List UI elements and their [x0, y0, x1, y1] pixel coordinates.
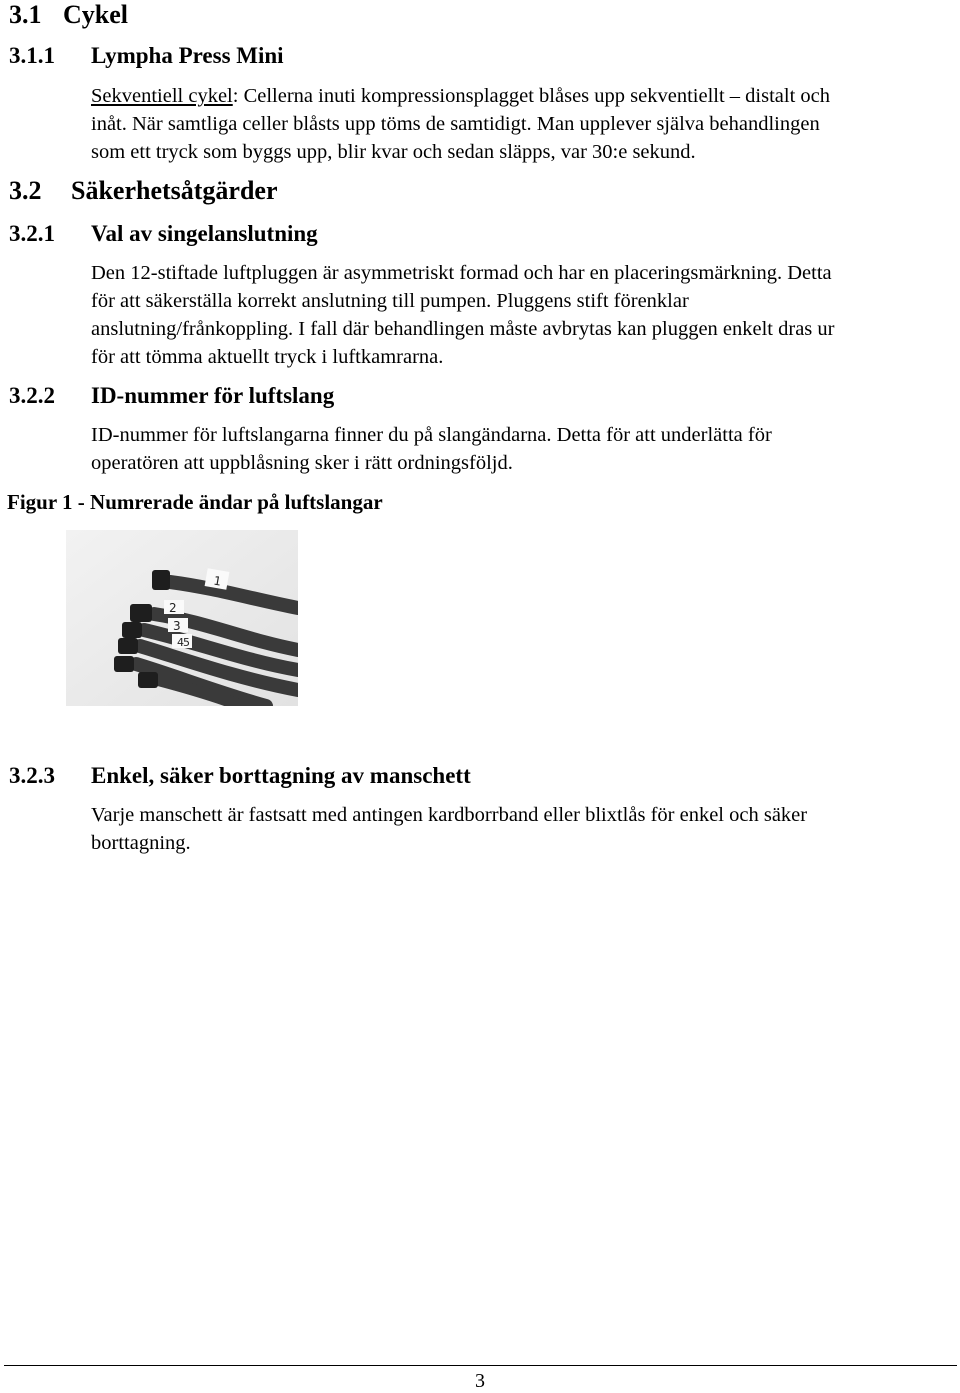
paragraph-line: operatören att uppblåsning sker i rätt ordningsföljd.	[91, 452, 513, 474]
paragraph-id	[91, 421, 772, 477]
term-underlined: Sekventiell cykel	[91, 85, 233, 107]
paragraph-line: för att tömma aktuellt tryck i luftkamrarna.	[91, 346, 444, 368]
paragraph-enkel	[91, 801, 807, 857]
tube-label-4: 4	[177, 636, 184, 649]
tube-label-2: 2	[169, 601, 177, 615]
subsection-number: 3.2.1	[9, 221, 55, 246]
subsection-heading-id	[9, 382, 609, 410]
figure-caption: Figur 1 - Numrerade ändar på luftslangar	[7, 490, 383, 514]
paragraph-line: Den 12-stiftade luftpluggen är asymmetriskt formad och har en placeringsmärkning. Detta	[91, 262, 832, 284]
subsection-title: ID-nummer för luftslang	[91, 383, 335, 408]
page-number: 3	[475, 1370, 485, 1392]
paragraph-line: som ett tryck som byggs upp, blir kvar och sedan släpps, var 30:e sekund.	[91, 141, 696, 163]
subsection-number: 3.2.3	[9, 763, 55, 788]
paragraph-line: Varje manschett är fastsatt med antingen kardborrband eller blixtlås för enkel och säker	[91, 804, 808, 826]
subsection-number: 3.2.2	[9, 383, 55, 408]
subsection-title: Lympha Press Mini	[91, 43, 284, 68]
subsection-title: Val av singelanslutning	[91, 221, 318, 246]
subsection-heading-enkel	[9, 762, 709, 790]
line-rest: : Cellerna inuti kompressionsplagget blåses upp sekventiellt – distalt och	[232, 85, 830, 107]
subsection-number: 3.1.1	[9, 43, 55, 68]
paragraph-line: borttagning.	[91, 832, 191, 854]
footer-divider	[4, 1365, 957, 1366]
tube-label-1: 1	[212, 573, 223, 589]
section-heading-sakerhet	[9, 176, 278, 206]
paragraph-val	[91, 259, 835, 371]
section-number: 3.1	[9, 0, 42, 29]
paragraph-cycle	[91, 82, 830, 166]
paragraph-line	[91, 82, 830, 110]
tube-label-3: 3	[173, 619, 181, 633]
tube-label-5: 5	[183, 636, 190, 649]
subsection-heading-lympha	[9, 42, 509, 70]
paragraph-line: inåt. När samtliga celler blåsts upp töms de samtidigt. Man upplever själva behandlingen	[91, 113, 820, 135]
section-title: Säkerhetsåtgärder	[71, 176, 278, 205]
paragraph-line: ID-nummer för luftslangarna finner du på slangändarna. Detta för att underlätta för	[91, 424, 772, 446]
air-hoses-photo	[66, 530, 298, 706]
section-title: Cykel	[63, 0, 128, 29]
subsection-heading-val	[9, 220, 609, 248]
section-number: 3.2	[9, 176, 42, 205]
paragraph-line: för att säkerställa korrekt anslutning till pumpen. Pluggens stift förenklar	[91, 290, 689, 312]
subsection-title: Enkel, säker borttagning av manschett	[91, 763, 471, 788]
section-heading-cykel	[9, 0, 128, 30]
paragraph-line: anslutning/frånkoppling. I fall där behandlingen måste avbrytas kan pluggen enkelt dras ur	[91, 318, 835, 340]
